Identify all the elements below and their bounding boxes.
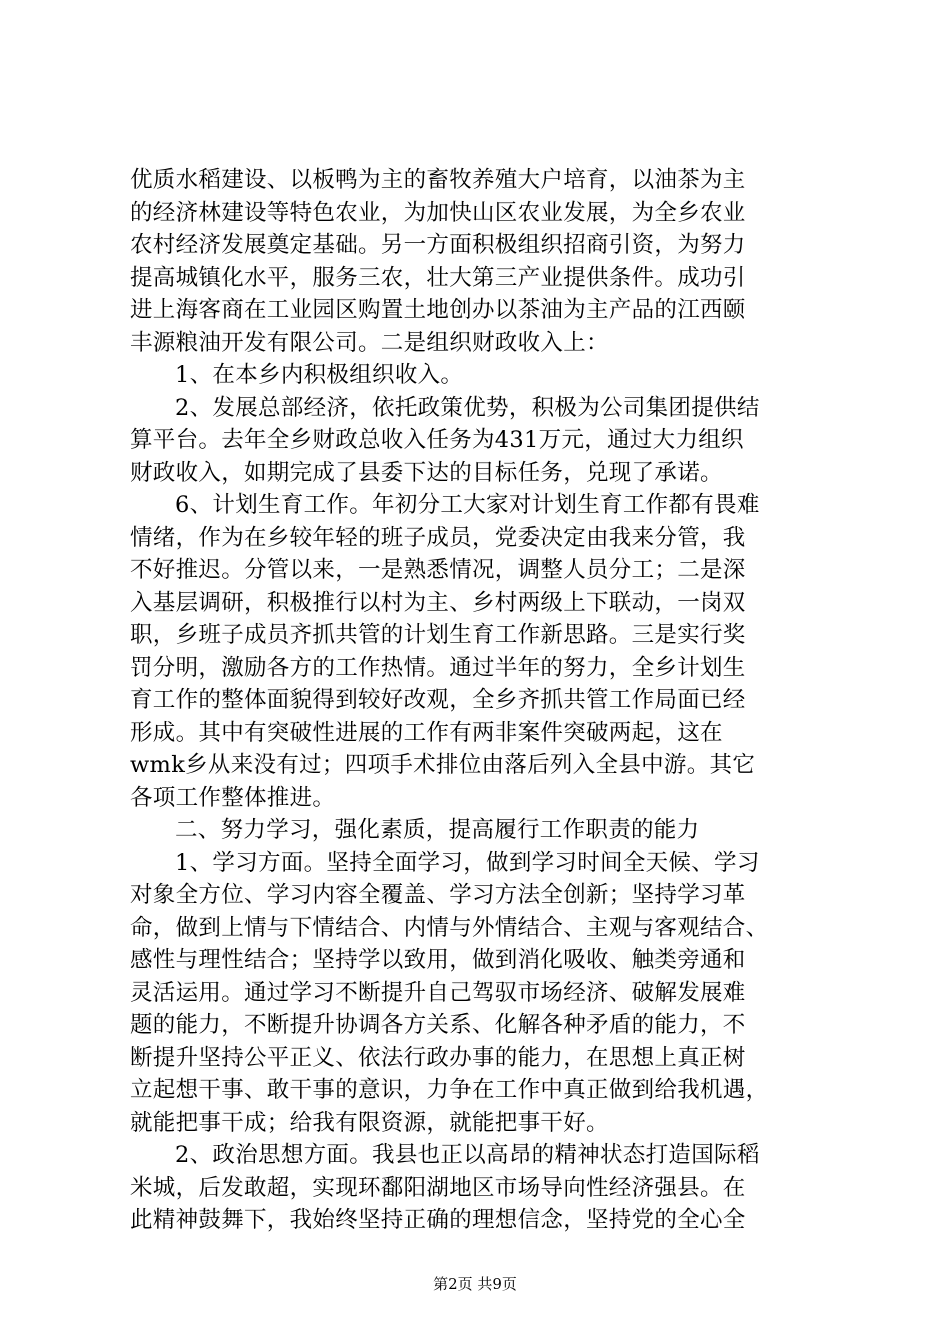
text-line: wmk乡从来没有过；四项手术排位由落后列入全县中游。其它: [130, 752, 756, 778]
text-line: 米城，后发敢超，实现环鄱阳湖地区市场导向性经济强县。在: [130, 1174, 746, 1201]
text-line: 感性与理性结合；坚持学以致用，做到消化吸收、触类旁通和: [130, 947, 746, 973]
text-line: 职，乡班子成员齐抓共管的计划生育工作新思路。三是实行奖: [130, 622, 746, 648]
page-footer: 第2页 共9页: [433, 1275, 517, 1293]
text-line: 1、学习方面。坚持全面学习，做到学习时间全天候、学习: [175, 849, 760, 876]
text-line: 进上海客商在工业园区购置土地创办以茶油为主产品的江西颐: [130, 297, 746, 323]
text-line: 1、在本乡内积极组织收入。: [175, 362, 464, 388]
text-line: 6、计划生育工作。年初分工大家对计划生育工作都有畏难: [175, 492, 760, 518]
text-line: 入基层调研，积极推行以村为主、乡村两级上下联动，一岗双: [130, 589, 746, 616]
text-line: 命，做到上情与下情结合、内情与外情结合、主观与客观结合、: [130, 914, 769, 941]
text-line: 罚分明，激励各方的工作热情。通过半年的努力，全乡计划生: [130, 654, 746, 681]
text-line: 情绪，作为在乡较年轻的班子成员，党委决定由我来分管，我: [130, 524, 746, 551]
text-line: 立起想干事、敢干事的意识，力争在工作中真正做到给我机遇，: [130, 1077, 769, 1103]
text-line: 形成。其中有突破性进展的工作有两非案件突破两起，这在: [130, 719, 723, 746]
text-line: 就能把事干成；给我有限资源，就能把事干好。: [130, 1109, 609, 1136]
text-line: 灵活运用。通过学习不断提升自己驾驭市场经济、破解发展难: [130, 979, 746, 1006]
text-line: 丰源粮油开发有限公司。二是组织财政收入上：: [130, 329, 609, 356]
text-line: 对象全方位、学习内容全覆盖、学习方法全创新；坚持学习革: [130, 882, 746, 908]
text-line: 2、政治思想方面。我县也正以高昂的精神状态打造国际稻: [175, 1142, 760, 1168]
text-line: 优质水稻建设、以板鸭为主的畜牧养殖大户培育，以油茶为主: [130, 167, 746, 193]
text-line: 此精神鼓舞下，我始终坚持正确的理想信念，坚持党的全心全: [130, 1207, 746, 1233]
text-line: 不好推迟。分管以来，一是熟悉情况，调整人员分工；二是深: [130, 557, 746, 583]
text-line: 各项工作整体推进。: [130, 784, 336, 811]
text-line: 财政收入，如期完成了县委下达的目标任务，兑现了承诺。: [130, 459, 723, 486]
text-line: 2、发展总部经济，依托政策优势，积极为公司集团提供结: [175, 394, 760, 421]
text-line: 算平台。去年全乡财政总收入任务为431万元，通过大力组织: [130, 427, 744, 453]
document-body: [130, 164, 830, 1237]
text-line: 题的能力，不断提升协调各方关系、化解各种矛盾的能力，不: [130, 1012, 746, 1038]
text-line: 农村经济发展奠定基础。另一方面积极组织招商引资，为努力: [130, 232, 746, 258]
text-line: 二、努力学习，强化素质，提高履行工作职责的能力: [175, 817, 700, 843]
text-line: 断提升坚持公平正义、依法行政办事的能力，在思想上真正树: [130, 1044, 746, 1071]
text-line: 提高城镇化水平，服务三农，壮大第三产业提供条件。成功引: [130, 264, 746, 291]
text-line: 的经济林建设等特色农业，为加快山区农业发展，为全乡农业: [130, 199, 746, 226]
text-line: 育工作的整体面貌得到较好改观，全乡齐抓共管工作局面已经: [130, 687, 746, 713]
